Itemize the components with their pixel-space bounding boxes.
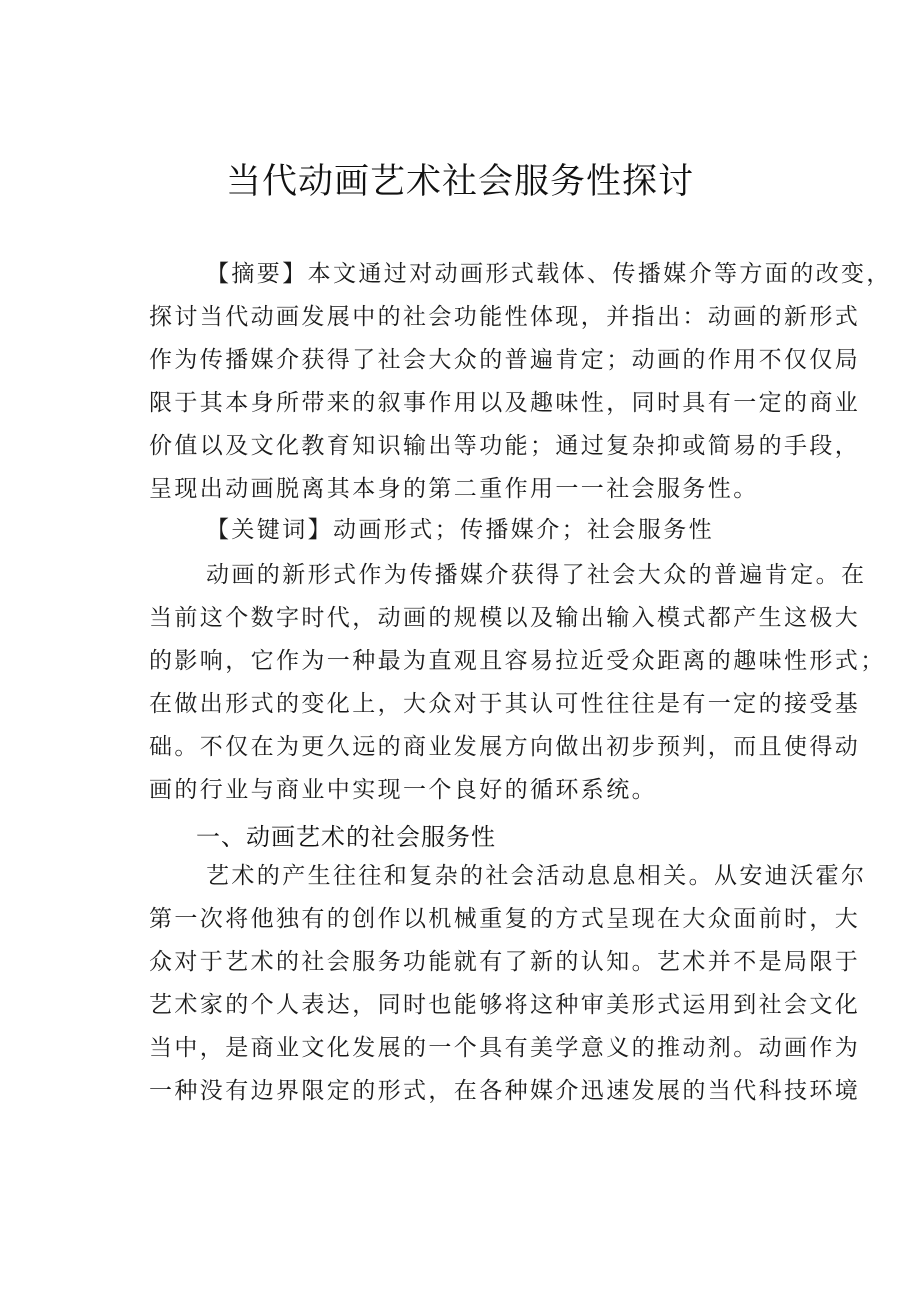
body-line: 在做出形式的变化上，大众对于其认可性往往是有一定的接受基 <box>149 691 861 717</box>
abstract-line: 作为传播媒介获得了社会大众的普遍肯定；动画的作用不仅仅局 <box>149 347 861 373</box>
body-line: 当前这个数字时代，动画的规模以及输出输入模式都产生这极大 <box>149 605 861 631</box>
abstract-line: 限于其本身所带来的叙事作用以及趣味性，同时具有一定的商业 <box>149 390 861 416</box>
abstract-line: 探讨当代动画发展中的社会功能性体现，并指出：动画的新形式 <box>149 304 861 330</box>
abstract-line: 【摘要】本文通过对动画形式载体、传播媒介等方面的改变， <box>206 261 892 287</box>
keywords-line: 【关键词】动画形式；传播媒介；社会服务性 <box>206 517 714 543</box>
abstract-paragraph <box>149 253 892 511</box>
body-paragraph-1 <box>149 554 886 812</box>
body-line: 础。不仅在为更久远的商业发展方向做出初步预判，而且使得动 <box>149 734 861 760</box>
body-line: 动画的新形式作为传播媒介获得了社会大众的普遍肯定。在 <box>206 562 867 588</box>
abstract-line: 价值以及文化教育知识输出等功能；通过复杂抑或简易的手段， <box>149 433 861 459</box>
abstract-line: 呈现出动画脱离其本身的第二重作用一一社会服务性。 <box>149 476 759 502</box>
body-line: 一种没有边界限定的形式，在各种媒介迅速发展的当代科技环境 <box>149 1078 861 1104</box>
body-paragraph-2 <box>149 855 867 1113</box>
body-line: 众对于艺术的社会服务功能就有了新的认知。艺术并不是局限于 <box>149 949 861 975</box>
body-line: 画的行业与商业中实现一个良好的循环系统。 <box>149 777 657 803</box>
section-heading: 一、动画艺术的社会服务性 <box>196 823 496 851</box>
body-line: 的影响，它作为一种最为直观且容易拉近受众距离的趣味性形式； <box>149 648 886 674</box>
keywords-paragraph <box>149 509 801 552</box>
body-line: 当中，是商业文化发展的一个具有美学意义的推动剂。动画作为 <box>149 1035 861 1061</box>
body-line: 艺术家的个人表达，同时也能够将这种审美形式运用到社会文化 <box>149 992 861 1018</box>
body-line: 第一次将他独有的创作以机械重复的方式呈现在大众面前时，大 <box>149 906 861 932</box>
body-line: 艺术的产生往往和复杂的社会活动息息相关。从安迪沃霍尔 <box>206 863 867 889</box>
document-title: 当代动画艺术社会服务性探讨 <box>225 162 694 202</box>
